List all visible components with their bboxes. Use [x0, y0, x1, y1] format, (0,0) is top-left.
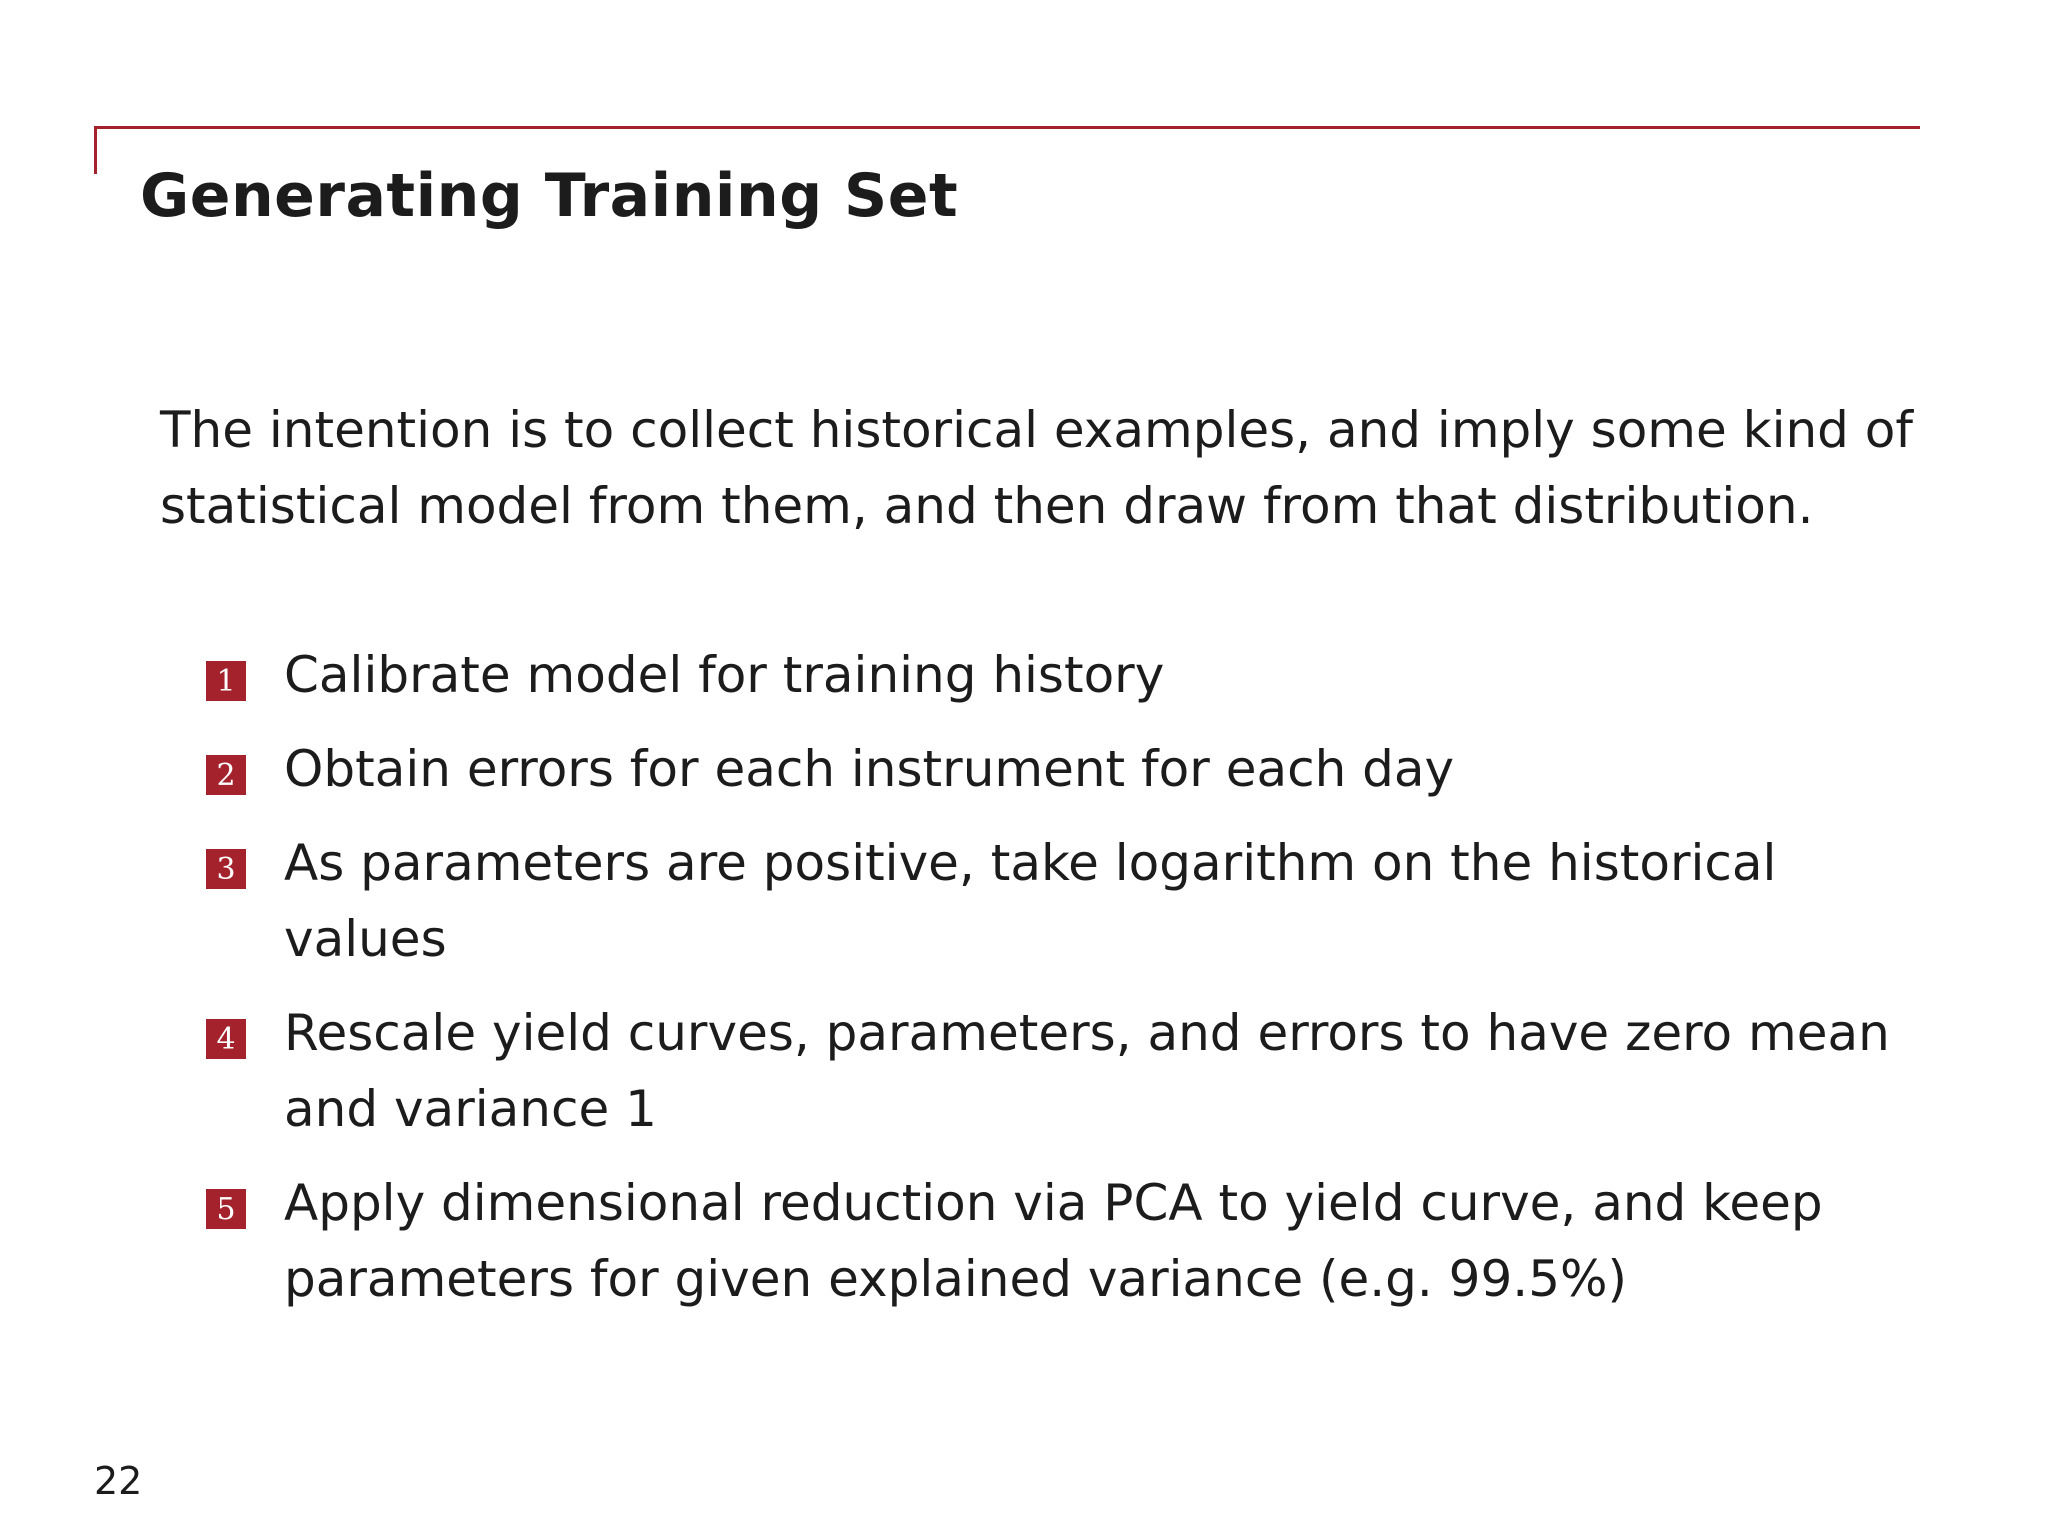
- step-number-badge: 2: [206, 755, 246, 795]
- step-text: Obtain errors for each instrument for each day: [284, 740, 1455, 798]
- step-number-badge: 5: [206, 1189, 246, 1229]
- step-number-badge: 4: [206, 1019, 246, 1059]
- title-frame-top-rule: [94, 126, 1920, 129]
- step-item-4: [206, 995, 1906, 1147]
- slide-title: Generating Training Set: [140, 161, 959, 231]
- step-number-badge: 3: [206, 849, 246, 889]
- step-item-5: [206, 1165, 1906, 1317]
- step-item-3: [206, 825, 1906, 977]
- step-text: Apply dimensional reduction via PCA to yield curve, and keep parameters for given explained variance (e.g. 99.5%): [284, 1174, 1823, 1308]
- intro-paragraph: The intention is to collect historical examples, and imply some kind of statistical model from them, and then draw from that distribution.: [160, 401, 1914, 535]
- step-text: As parameters are positive, take logarithm on the historical values: [284, 834, 1777, 968]
- step-number-badge: 1: [206, 661, 246, 701]
- steps-list: [206, 637, 1906, 1335]
- page-number: 22: [94, 1459, 143, 1503]
- step-text: Rescale yield curves, parameters, and errors to have zero mean and variance 1: [284, 1004, 1890, 1138]
- step-item-2: [206, 731, 1906, 807]
- step-item-1: [206, 637, 1906, 713]
- step-text: Calibrate model for training history: [284, 646, 1165, 704]
- title-frame-left-rule: [94, 126, 97, 174]
